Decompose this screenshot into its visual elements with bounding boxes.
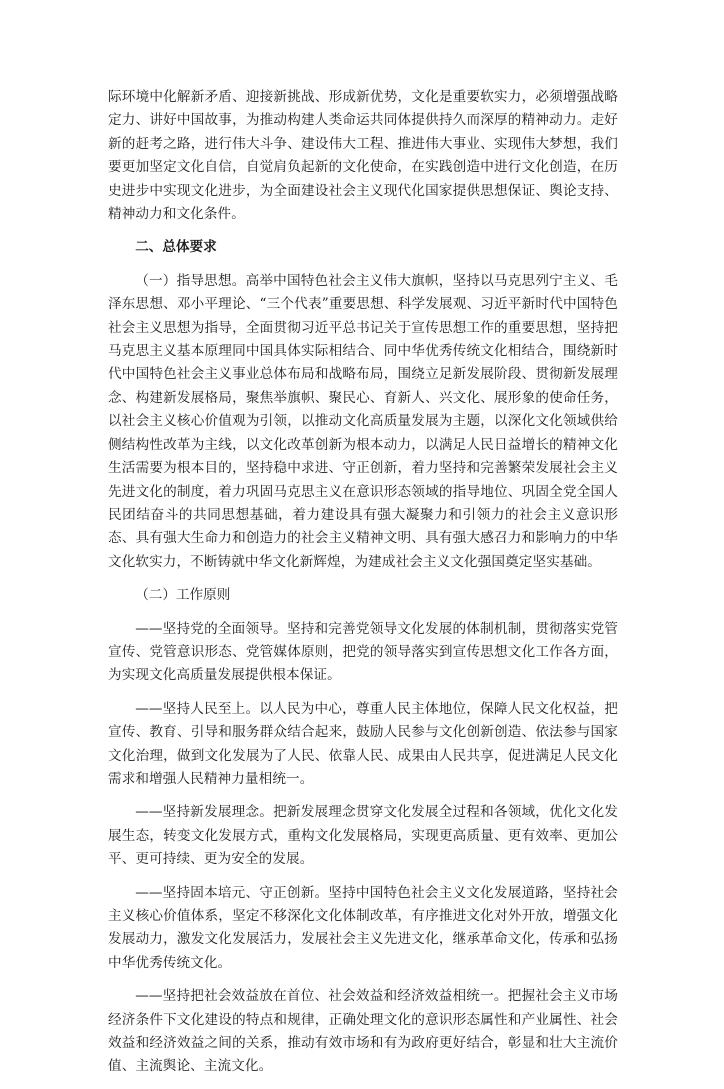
section-heading: 二、总体要求 [135,239,217,256]
principle-paragraph: ——坚持固本培元、守正创新。坚持中国特色社会主义文化发展道路，坚持社会主义核心价值体系，坚定不移深化文化体制改革，有序推进文化对外开放，增强文化发展动力，激发文化发展活力，发展社会主义先进文化，继承革命文化，传承和弘扬中华优秀传统文化。 [108,884,618,971]
principle-paragraph: ——坚持人民至上。以人民为中心，尊重人民主体地位，保障人民文化权益，把宣传、教育、引导和服务群众结合起来，鼓励人民参与文化创新创造、依法参与国家文化治理，做到文化发展为了人民、依靠人民、成果由人民共享，促进满足人民文化需求和增强人民精神力量相统一。 [108,700,618,787]
document-page [108,86,618,1089]
principle-paragraph: ——坚持党的全面领导。坚持和完善党领导文化发展的体制机制，贯彻落实党管宣传、党管意识形态、党管媒体原则，把党的领导落实到宣传思想文化工作各方面，为实现文化高质量发展提供根本保证。 [108,620,618,684]
intro-paragraph: 际环境中化解新矛盾、迎接新挑战、形成新优势，文化是重要软实力，必须增强战略定力、讲好中国故事，为推动构建人类命运共同体提供持久而深厚的精神动力。走好新的赶考之路，进行伟大斗争、建设伟大工程、推进伟大事业、实现伟大梦想，我们要更加坚定文化自信，自觉肩负起新的文化使命，在实践创造中进行文化创造，在历史进步中实现文化进步，为全面建设社会主义现代化国家提供思想保证、舆论支持、精神动力和文化条件。 [108,89,618,223]
principles-heading: （二）工作原则 [135,587,231,604]
principle-paragraph: ——坚持新发展理念。把新发展理念贯穿文化发展全过程和各领域，优化文化发展生态，转变文化发展方式，重构文化发展格局，实现更高质量、更有效率、更加公平、更可持续、更为安全的发展。 [108,804,618,868]
principle-paragraph: ——坚持把社会效益放在首位、社会效益和经济效益相统一。把握社会主义市场经济条件下文化建设的特点和规律，正确处理文化的意识形态属性和产业属性、社会效益和经济效益之间的关系，推动有效市场和有为政府更好结合，彰显和壮大主流价值、主流舆论、主流文化。 [108,988,618,1075]
guiding-thought-paragraph: （一）指导思想。高举中国特色社会主义伟大旗帜，坚持以马克思列宁主义、毛泽东思想、邓小平理论、“三个代表”重要思想、科学发展观、习近平新时代中国特色社会主义思想为指导，全面贯彻习近平总书记关于宣传思想工作的重要思想，坚持把马克思主义基本原理同中国具体实际相结合、同中华优秀传统文化相结合，围绕新时代中国特色社会主义事业总体布局和战略布局，围绕立足新发展阶段、贯彻新发展理念、构建新发展格局，聚焦举旗帜、聚民心、育新人、兴文化、展形象的使命任务，以社会主义核心价值观为引领，以推动文化高质量发展为主题，以深化文化领域供给侧结构性改革为主线，以文化改革创新为根本动力，以满足人民日益增长的精神文化生活需要为根本目的，坚持稳中求进、守正创新，着力坚持和完善繁荣发展社会主义先进文化的制度，着力巩固马克思主义在意识形态领域的指导地位、巩固全党全国人民团结奋斗的共同思想基础，着力建设具有强大凝聚力和引领力的社会主义意识形态、具有强大生命力和创造力的社会主义精神文明、具有强大感召力和影响力的中华文化软实力，不断铸就中华文化新辉煌，为建成社会主义文化强国奠定坚实基础。 [108,272,618,570]
